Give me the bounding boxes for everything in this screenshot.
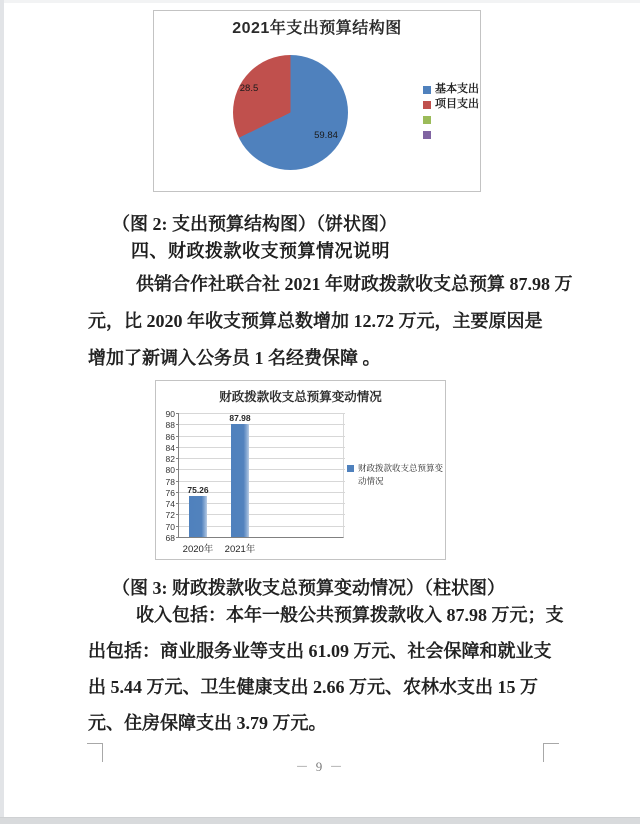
gridline <box>179 481 345 482</box>
paragraph-1 <box>88 266 588 377</box>
y-axis-tick-label: 84 <box>165 442 175 453</box>
y-axis-tick-label: 68 <box>165 533 175 543</box>
y-axis-tick-label: 76 <box>165 487 175 498</box>
legend-label: 项目支出 <box>435 98 479 110</box>
legend-swatch <box>347 465 354 472</box>
text-line: 元、住房保障支出 3.79 万元。 <box>88 713 327 733</box>
bar-2020年 <box>189 496 207 537</box>
bar-chart-figure <box>155 380 446 560</box>
bar-2021年 <box>231 424 249 537</box>
legend-swatch <box>423 101 431 109</box>
page-bottom-edge <box>0 817 640 824</box>
y-axis-tick-label: 90 <box>165 409 175 419</box>
y-axis-tick-mark <box>176 458 179 459</box>
page-number: － 9 － <box>295 759 345 774</box>
text-line: 收入包括：本年一般公共预算拨款收入 87.98 万元；支 <box>136 605 564 625</box>
text-line: 元，比 2020 年收支预算总数增加 12.72 万元，主要原因是 <box>88 311 543 331</box>
text-line: 供销合作社联合社 2021 年财政拨款收支总预算 87.98 万 <box>136 274 573 294</box>
y-axis-tick-label: 72 <box>165 510 175 521</box>
pie-slice-label-basic: 59.84 <box>314 130 338 141</box>
legend-label: 基本支出 <box>435 83 479 95</box>
pie-legend <box>423 82 479 142</box>
y-axis-tick-label: 78 <box>165 476 175 487</box>
pie-chart-figure <box>153 10 481 192</box>
bar-chart-title: 财政拨款收支总预算变动情况 <box>219 390 382 404</box>
legend-swatch <box>423 86 431 94</box>
y-axis-tick-mark <box>176 481 179 482</box>
x-axis-tick-label: 2021年 <box>224 544 256 555</box>
legend-item <box>423 112 479 127</box>
pie-graphic <box>233 55 348 170</box>
y-axis-tick-mark <box>176 447 179 448</box>
y-axis-tick-label: 80 <box>165 465 175 476</box>
bar-value-label: 87.98 <box>229 413 251 424</box>
legend-swatch <box>423 116 431 124</box>
gridline <box>179 447 345 448</box>
y-axis-tick-label: 70 <box>165 521 175 532</box>
text-line: 出包括：商业服务业等支出 61.09 万元、社会保障和就业支 <box>88 641 552 661</box>
legend-swatch <box>423 131 431 139</box>
gridline <box>179 424 345 425</box>
y-axis-tick-mark <box>176 424 179 425</box>
text-line: 出 5.44 万元、卫生健康支出 2.66 万元、农林水支出 15 万 <box>88 677 538 697</box>
y-axis-tick-mark <box>176 469 179 470</box>
paragraph-2 <box>88 597 588 741</box>
y-axis-tick-label: 86 <box>165 431 175 442</box>
figure2-caption: （图 2: 支出预算结构图）（饼状图） <box>112 214 397 234</box>
y-axis-tick-mark <box>176 436 179 437</box>
y-axis-tick-label: 74 <box>165 499 175 510</box>
y-axis-tick-mark <box>176 503 179 504</box>
page-top-edge <box>0 0 640 3</box>
y-axis-tick-mark <box>176 537 179 538</box>
bar-legend <box>347 462 448 487</box>
legend-item <box>423 127 479 142</box>
section-heading: 四、财政拨款收支预算情况说明 <box>131 241 390 261</box>
gridline <box>179 436 345 437</box>
x-axis-tick-label: 2020年 <box>182 544 214 555</box>
y-axis-tick-mark <box>176 413 179 414</box>
legend-item <box>423 97 479 112</box>
y-axis-tick-mark <box>176 514 179 515</box>
y-axis-tick-label: 82 <box>165 454 175 465</box>
pie-chart-title: 2021年支出预算结构图 <box>232 20 402 37</box>
gridline <box>179 469 345 470</box>
legend-item <box>423 82 479 97</box>
y-axis-tick-label: 88 <box>165 420 175 431</box>
y-axis-tick-mark <box>176 526 179 527</box>
legend-label: 财政拨款收支总预算变动情况 <box>358 463 444 486</box>
gridline <box>179 458 345 459</box>
page-left-edge <box>0 0 4 824</box>
pie-slice-label-project: 28.5 <box>239 83 259 94</box>
figure3-caption: （图 3: 财政拨款收支总预算变动情况）（柱状图） <box>112 578 505 598</box>
gridline <box>179 413 345 414</box>
bar-value-label: 75.26 <box>187 485 209 496</box>
bar-plot-area <box>165 409 344 555</box>
text-line: 增加了新调入公务员 1 名经费保障 。 <box>88 348 381 368</box>
